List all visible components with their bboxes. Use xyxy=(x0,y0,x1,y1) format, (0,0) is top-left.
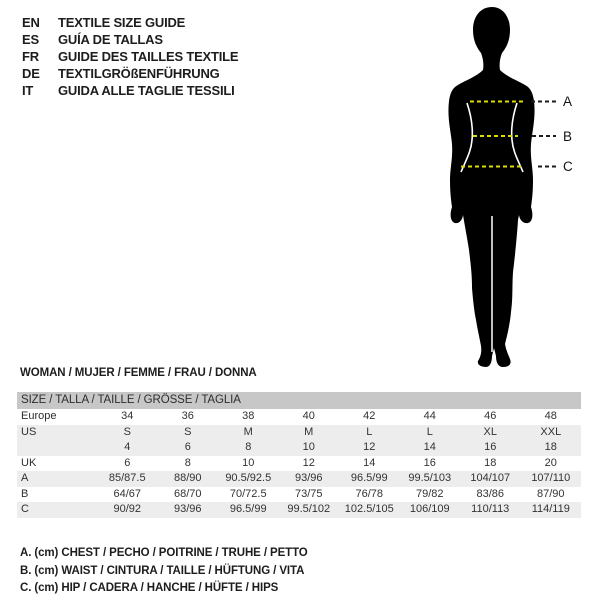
row-label: UK xyxy=(21,456,37,469)
cell: 18 xyxy=(484,456,497,469)
cell: 64/67 xyxy=(113,487,142,500)
cell: 107/110 xyxy=(521,471,582,487)
cell: 12 xyxy=(302,456,315,469)
cell: 10 xyxy=(242,456,255,469)
title-line-es xyxy=(22,31,238,48)
woman-silhouette-diagram xyxy=(425,0,600,375)
table-row-us-letters xyxy=(17,425,581,441)
table-row-waist xyxy=(17,487,581,503)
cell: 104/107 xyxy=(460,471,521,487)
title-text: TEXTILGRÖßENFÜHRUNG xyxy=(58,66,220,81)
cell: 16 xyxy=(423,456,436,469)
title-text: TEXTILE SIZE GUIDE xyxy=(58,15,186,30)
cell: 102.5/105 xyxy=(339,502,400,518)
cell: S xyxy=(158,425,219,441)
cell: 40 xyxy=(302,410,315,422)
language-title-block xyxy=(22,14,238,99)
table-header-row xyxy=(17,392,581,409)
cell: 36 xyxy=(181,410,194,422)
cell: 99.5/103 xyxy=(400,471,461,487)
cell: L xyxy=(339,425,400,441)
legend-chest: A. (cm) CHEST / PECHO / POITRINE / TRUHE / PETTO xyxy=(20,547,308,559)
lang-code: FR xyxy=(22,49,39,64)
cell: 85/87.5 xyxy=(97,471,158,487)
row-label xyxy=(17,440,97,456)
table-row-europe xyxy=(17,409,581,425)
cell: 96.5/99 xyxy=(218,502,279,518)
cell: 16 xyxy=(460,440,521,456)
cell: 6 xyxy=(158,440,219,456)
cell: 93/96 xyxy=(158,502,219,518)
legend-hip: C. (cm) HIP / CADERA / HANCHE / HÜFTE / HIPS xyxy=(20,582,279,594)
cell: 70/72.5 xyxy=(229,487,267,500)
cell: 68/70 xyxy=(173,487,202,500)
row-label: B xyxy=(21,487,29,500)
legend-waist: B. (cm) WAIST / CINTURA / TAILLE / HÜFTUNG / VITA xyxy=(20,564,305,577)
title-text: GUIDA ALLE TAGLIE TESSILI xyxy=(58,83,235,98)
cell: 73/75 xyxy=(294,487,323,500)
cell: 99.5/102 xyxy=(279,502,340,518)
cell: 6 xyxy=(124,456,131,469)
cell: 88/90 xyxy=(158,471,219,487)
measure-label-b: B xyxy=(563,128,573,144)
table-row-hip xyxy=(17,502,581,518)
cell: 93/96 xyxy=(279,471,340,487)
cell: 38 xyxy=(242,410,255,422)
measure-label-c: C xyxy=(563,159,573,174)
cell: 14 xyxy=(363,456,376,469)
cell: 34 xyxy=(121,410,134,422)
cell: S xyxy=(97,425,158,441)
group-title: WOMAN / MUJER / FEMME / FRAU / DONNA xyxy=(20,367,257,379)
title-text: GUIDE DES TAILLES TEXTILE xyxy=(58,49,239,64)
row-label: C xyxy=(17,502,97,518)
cell: M xyxy=(218,425,279,441)
row-label: US xyxy=(17,425,97,441)
cell: 114/119 xyxy=(521,502,582,518)
cell: 96.5/99 xyxy=(339,471,400,487)
table-header-label: SIZE / TALLA / TAILLE / GRÖSSE / TAGLIA xyxy=(17,392,581,409)
table-row-chest xyxy=(17,471,581,487)
cell: 79/82 xyxy=(415,487,444,500)
title-text: GUÍA DE TALLAS xyxy=(58,32,163,47)
cell: 42 xyxy=(363,410,376,422)
cell: 83/86 xyxy=(476,487,505,500)
table-row-uk xyxy=(17,456,581,472)
cell: 10 xyxy=(279,440,340,456)
cell: 8 xyxy=(184,456,191,469)
cell: 87/90 xyxy=(537,487,565,500)
title-line-fr xyxy=(22,48,238,65)
woman-silhouette xyxy=(425,0,600,375)
measurement-legend xyxy=(20,545,308,598)
cell: L xyxy=(400,425,461,441)
row-label: Europe xyxy=(21,410,57,422)
cell: 90.5/92.5 xyxy=(218,471,279,487)
cell: 12 xyxy=(339,440,400,456)
measure-label-a: A xyxy=(563,94,573,109)
cell: 110/113 xyxy=(460,502,521,518)
cell: 14 xyxy=(400,440,461,456)
lang-code: EN xyxy=(22,15,40,30)
cell: 8 xyxy=(218,440,279,456)
cell: 20 xyxy=(544,456,557,469)
row-label: A xyxy=(17,471,97,487)
cell: 18 xyxy=(521,440,582,456)
title-line-de xyxy=(22,65,238,82)
cell: 46 xyxy=(484,410,497,422)
lang-code: DE xyxy=(22,66,40,81)
cell: 48 xyxy=(544,410,557,422)
cell: 76/78 xyxy=(355,487,384,500)
size-table xyxy=(17,392,581,518)
table-row-us-numbers xyxy=(17,440,581,456)
title-line-en xyxy=(22,14,238,31)
title-line-it xyxy=(22,82,238,99)
cell: 4 xyxy=(97,440,158,456)
cell: 90/92 xyxy=(97,502,158,518)
lang-code: IT xyxy=(22,83,34,98)
lang-code: ES xyxy=(22,32,39,47)
cell: 106/109 xyxy=(400,502,461,518)
cell: M xyxy=(279,425,340,441)
cell: XL xyxy=(460,425,521,441)
cell: 44 xyxy=(423,410,436,422)
cell: XXL xyxy=(521,425,582,441)
